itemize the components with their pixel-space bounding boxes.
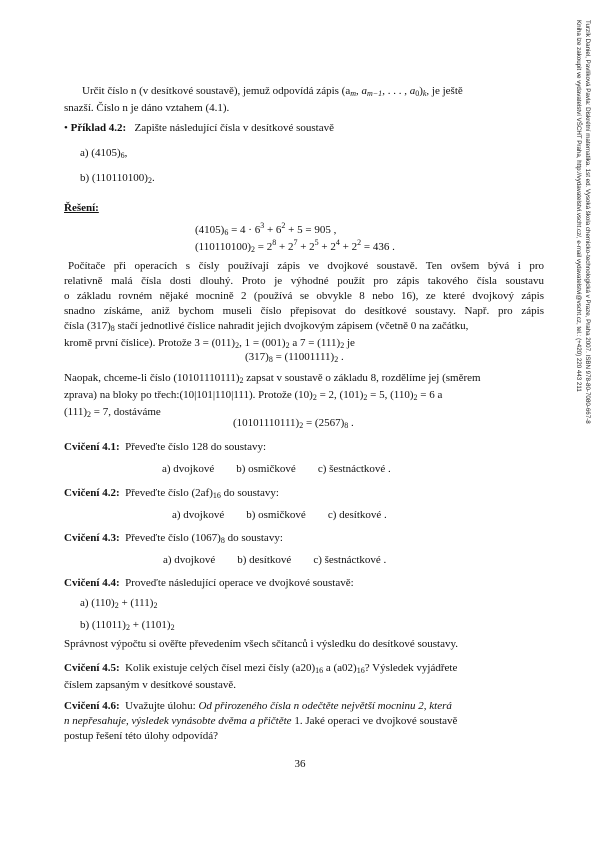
intro-line-1: Určit číslo n (v desítkové soustavě), jemuž odpovídá zápis (a <box>82 85 351 97</box>
exercise-4-5: Cvičení 4.5: Kolik existuje celých čísel mezi čísly $(a20)_{16}$ a $(a02)_{16}$? Výsledek vyjádřete číslem zapsaným v desítkové soustavě. <box>64 662 458 691</box>
intro-paragraph: Určit číslo n (v desítkové soustavě), jemuž odpovídá zápis ($a_m$, $a_{m-1}$, . . . , $a_0)_k$, je ještě snazší. Číslo n je dáno vztahem (4.1). <box>64 84 542 116</box>
equation-3: $(317)_8 = (11001111)_2$ . <box>245 351 344 364</box>
sidebar-line-1: Turzík Daniel, Pavlíková Pavla: Diskrétní matematika. 1st ed. Vysoká škola chemicko-technologická v Praze, Praha 2007. ISBN 978-80-7080-667-8 <box>584 20 591 424</box>
equation-1: $(4105)_6 = 4 \cdot 6^3 + 6^2 + 5 = 905$ , <box>195 221 337 237</box>
intro-line-2: snazší. Číslo n je dáno vztahem (4.1). <box>64 102 230 114</box>
exercise-4-4-note: Správnost výpočtu si ověřte převedením všech sčítanců i výsledku do desítkové soustavy. <box>64 638 458 650</box>
example-label: Příklad 4.2: <box>70 122 127 134</box>
exercise-4-1: Cvičení 4.1: Převeďte číslo 128 do soustavy: <box>64 441 267 453</box>
exercise-4-4-item-a: a) $(110)_2 + (111)_2$ <box>80 597 158 610</box>
publisher-sidebar <box>568 20 592 600</box>
exercise-4-2-options: a) dvojkové b) osmičkové c) desítkové . <box>172 509 387 521</box>
example-item-a: a) $(4105)_6$, <box>80 147 128 160</box>
example-item-b: b) $(110110100)_2$. <box>80 172 155 185</box>
solution-label: Řešení: <box>64 202 99 214</box>
example-text: Zapište následující čísla v desítkové soustavě <box>134 122 334 134</box>
exercise-4-1-options: a) dvojkové b) osmičkové c) šestnáctkové . <box>162 463 391 475</box>
sidebar-line-2: Kniha lze zakoupit ve vydavatelství VŠCHT Praha, http://vydavatelstvi.vscht.cz/, e-mail vydavatelstvi@vscht.cz, tel.: (+420) 220 443 211 <box>575 20 582 392</box>
equation-2: $(110110100)_2 = 2^8 + 2^7 + 2^5 + 2^4 + 2^2 = 436$ . <box>195 238 395 254</box>
exercise-4-4-item-b: b) $(11011)_2 + (1101)_2$ <box>80 619 175 632</box>
paragraph-computers: Počítače při operacích s čísly používají zápis ve dvojkové soustavě. Ten ovšem bývá i pro relativně malá čísla dosti dlouhý. Proto je výhodné použít pro zápis takového čísla soustavu o základu rovném nějaké mocnině 2 (používá se obvykle 8 nebo 16), ze které dvojkový zápis snadno získáme, aniž bychom museli číslo přepisovat do desítkové soustavy. Např. pro zápis čísla $(317)_8$ stačí jednotlivé číslice nahradit jejich dvojkovým zápisem (včetně 0 na začátku, kromě první číslice). Protože $3 = (011)_2$, $1 = (001)_2$ a $7 = (111)_2$ je <box>64 260 544 350</box>
exercise-4-3: Cvičení 4.3: Převeďte číslo $(1067)_8$ do soustavy: <box>64 532 283 545</box>
exercise-4-2: Cvičení 4.2: Převeďte číslo $(2af)_{16}$ do soustavy: <box>64 487 279 500</box>
exercise-4-6: Cvičení 4.6: Uvažujte úlohu: Od přirozeného čísla n odečtěte největší mocninu 2, která n nepřesahuje, výsledek vynásobte dvěma a přičtěte 1. Jaké operaci ve dvojkové soustavě postup řešení této úlohy odpovídá? <box>64 700 458 742</box>
equation-4: $(10101110111)_2 = (2567)_8$ . <box>233 417 354 430</box>
page-number: 36 <box>294 758 306 770</box>
example-heading: • Příklad 4.2: Zapište následující čísla v desítkové soustavě <box>64 122 334 134</box>
exercise-4-3-options: a) dvojkové b) desítkové c) šestnáctkové . <box>163 554 387 566</box>
exercise-4-4: Cvičení 4.4: Proveďte následující operace ve dvojkové soustavě: <box>64 577 354 589</box>
paragraph-conversion: Naopak, chceme-li číslo $(10101110111)_2$ zapsat v soustavě o základu 8, rozdělíme jej (směrem zprava) na bloky po třech:(10|101|110|111). Protože $(10)_2 = 2$, $(101)_2 = 5$, $(110)_2 = 6$ a $(111)_2 = 7$, dostáváme <box>64 372 481 419</box>
